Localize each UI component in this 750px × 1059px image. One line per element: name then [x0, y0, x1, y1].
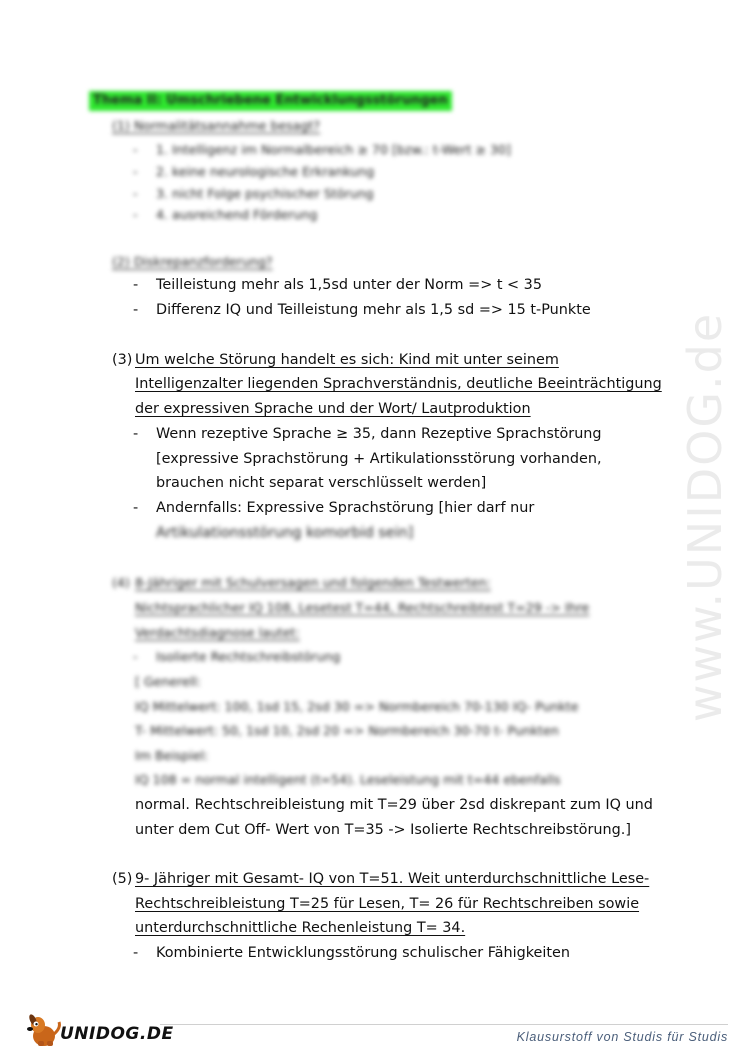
q3-heading: der expressiven Sprache und der Wort/ Lautproduktion	[135, 401, 531, 417]
q4-heading: Verdachtsdiagnose lautet:	[135, 625, 300, 640]
q3-heading: Intelligenzalter liegenden Sprachverständnis, deutliche Beeinträchtigung	[135, 376, 662, 392]
q1-heading: (1) Normalitätsannahme besagt?	[112, 118, 321, 133]
q3-item-cont: [expressive Sprachstörung + Artikulationsstörung vorhanden,	[156, 451, 602, 467]
q5-number: (5)	[112, 871, 133, 887]
q4-heading: Nichtsprachlicher IQ 108, Lesetest T=44, Rechtschreibtest T=29 -> Ihre	[135, 600, 590, 615]
topic-title: Thema II: Umschriebene Entwicklungsstörungen	[89, 91, 452, 111]
document-page: www.UNIDOG.de Thema II: Umschriebene Entwicklungsstörungen (1) Normalitätsannahme besagt? - 1. Intelligenz im Normalbereich ≥ 70 [bzw.: t-Wert ≥ 30] - 2. keine neurologische Erkrankung - 3. nicht Folge psychischer Störung - 4. ausreichend Förderung (2) Diskrepanzforderung? - Teilleistung mehr als 1,5sd unter der Norm => t < 35 - Differenz IQ und Teilleistung mehr als 1,5 sd => 15 t-Punkte (3) Um welche Störung handelt es sich: Kind mit unter seinem Intelligenzalter liegenden Sprachverständnis, deutliche Beeinträchtigung der expressiven Sprache und der Wort/ Lautproduktion - Wenn rezeptive Sprache ≥ 35, dann Rezeptive Sprachstörung [expressive Sprachstörung + Artikulationsstörung vorhanden, brauchen nicht separat verschlüsselt werden] - Andernfalls: Expressive Sprachstörung [hier darf nur Artikulationsstörung komorbid sein] (4) 8-Jähriger mit Schulversagen und folgenden Testwerten: Nichtsprachlicher IQ 108, Lesetest T=44, Rechtschreibtest T=29 -> Ihre Verdachtsdiagnose lautet: - Isolierte Rechtschreibstörung [ Generell: IQ Mittelwert: 100, 1sd 15, 2sd 30 => Normbereich 70-130 IQ- Punkte T- Mittelwert: 50, 1sd 10, 2sd 20 => Normbereich 30-70 t- Punkten Im Beispiel: IQ 108 = normal intelligent (t=54). Leseleistung mit t=44 ebenfalls normal. Rechtschreibleistung mit T=29 über 2sd diskrepant zum IQ und unter dem Cut Off- Wert von T=35 -> Isolierte Rechtschreibstörung.] (5) 9- Jähriger mit Gesamt- IQ von T=51. Weit unterdurchschnittliche Lese- Rechtschreibleistung T=25 für Lesen, T= 26 für Rechtschreiben sowie unterdurchschnittliche Rechenleistung T= 34. - Kombinierte Entwicklungsstörung schulischer Fähigkeiten UNIDOG.DE Klausurstoff von Studis für Studis	[0, 0, 750, 1059]
dog-mascot-icon	[24, 1010, 64, 1050]
q4-heading: 8-Jähriger mit Schulversagen und folgenden Testwerten:	[135, 575, 491, 590]
q5-heading: Rechtschreibleistung T=25 für Lesen, T= 26 für Rechtschreiben sowie	[135, 896, 640, 912]
q4-detail: IQ 108 = normal intelligent (t=54). Leseleistung mit t=44 ebenfalls	[135, 772, 561, 787]
q2-heading: (2) Diskrepanzforderung?	[112, 254, 273, 269]
q4-detail: normal. Rechtschreibleistung mit T=29 über 2sd diskrepant zum IQ und	[135, 797, 653, 813]
q4-detail: T- Mittelwert: 50, 1sd 10, 2sd 20 => Normbereich 30-70 t- Punkten	[135, 723, 559, 738]
q4-detail: Im Beispiel:	[135, 748, 209, 763]
footer-tagline: Klausurstoff von Studis für Studis	[516, 1030, 728, 1044]
logo-text: UNIDOG.DE	[60, 1024, 174, 1044]
q4-detail: IQ Mittelwert: 100, 1sd 15, 2sd 30 => Normbereich 70-130 IQ- Punkte	[135, 699, 579, 714]
q5-heading: 9- Jähriger mit Gesamt- IQ von T=51. Weit unterdurchschnittliche Lese-	[135, 871, 650, 887]
footer-logo[interactable]	[24, 1010, 174, 1052]
footer-divider	[160, 1024, 728, 1025]
q4-detail: [ Generell:	[135, 674, 202, 689]
q3-heading: Um welche Störung handelt es sich: Kind mit unter seinem	[135, 352, 559, 368]
q3-item-cont: Artikulationsstörung komorbid sein]	[156, 525, 414, 541]
watermark-text: www.UNIDOG.de	[678, 311, 732, 723]
q3-item-cont: brauchen nicht separat verschlüsselt werden]	[156, 475, 487, 491]
q4-number: (4)	[112, 575, 130, 590]
q5-heading: unterdurchschnittliche Rechenleistung T= 34.	[135, 920, 466, 936]
q3-number: (3)	[112, 352, 133, 368]
q4-detail: unter dem Cut Off- Wert von T=35 -> Isolierte Rechtschreibstörung.]	[135, 822, 631, 838]
watermark	[630, 280, 750, 740]
